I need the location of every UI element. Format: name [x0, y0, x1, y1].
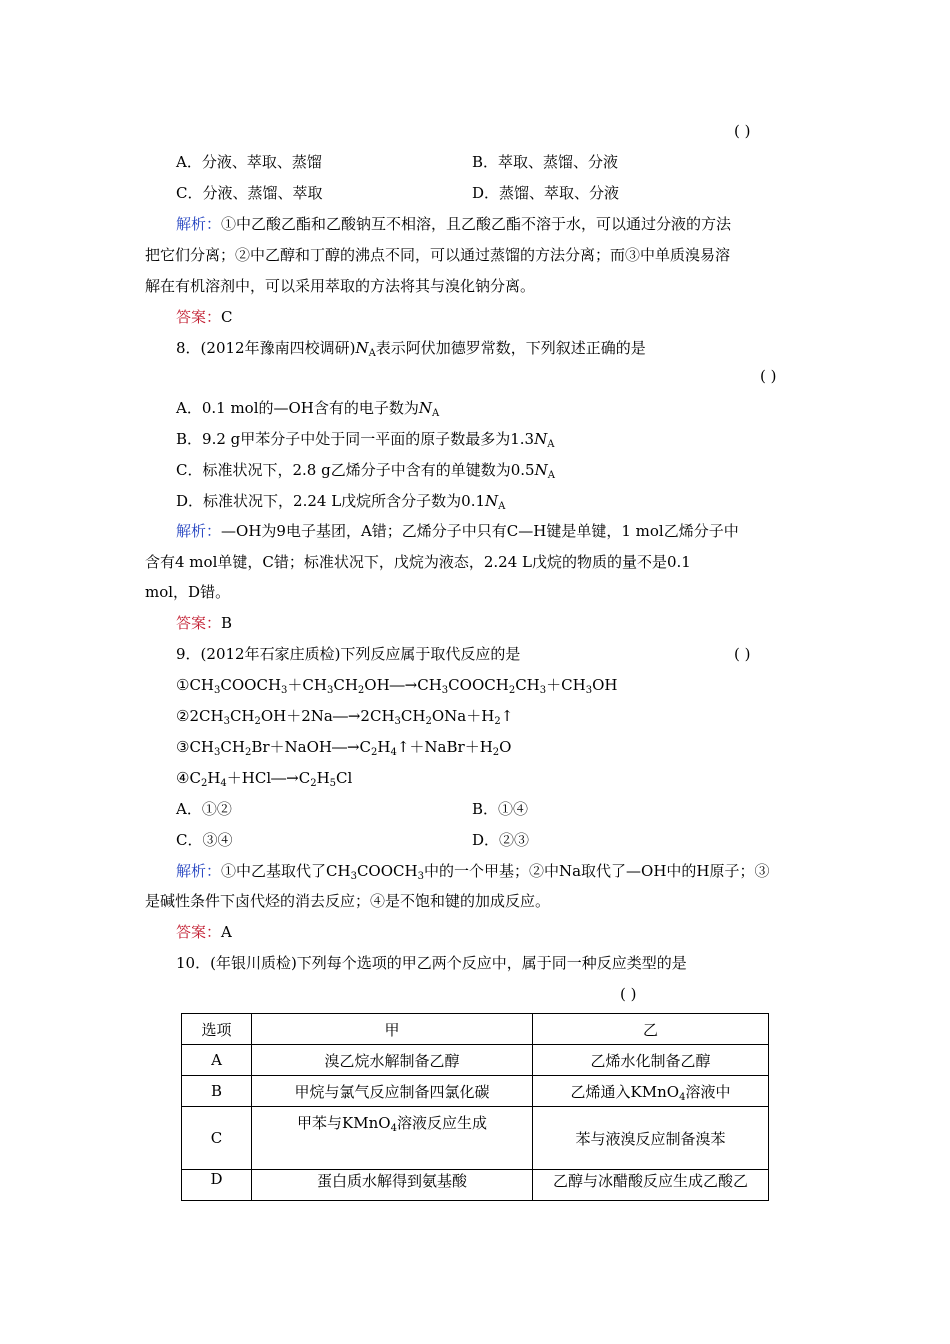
table-header-row — [182, 1014, 769, 1045]
na-subscript: A — [368, 348, 376, 359]
q9-reaction-2: $②2CH_3CH_2OH+2Na―\to 2CH_3CH_2ONa+H_2↑$ — [176, 707, 514, 727]
analysis-text: —OH为9电子基团，A错；乙烯分子中只有C—H键是单键，1 mol乙烯分子中 — [221, 522, 739, 540]
q8-stem-text: 表示阿伏加德罗常数，下列叙述正确的是 — [375, 339, 646, 357]
q8-option-a — [176, 398, 439, 418]
q8-option-c-text: C．标准状况下，2.8 g乙烯分子中含有的单键数为0.5 — [176, 461, 535, 479]
table-cell: 溴乙烷水解制备乙醇 — [252, 1045, 533, 1076]
q9-answer-bracket: ( ) — [734, 645, 751, 663]
q10-options-table — [181, 1013, 769, 1201]
analysis-label: 解析： — [176, 862, 222, 880]
q8-option-a-text: A．0.1 mol的—OH含有的电子数为 — [176, 399, 419, 417]
q8-stem — [176, 338, 646, 358]
q9-answer — [176, 922, 232, 942]
q8-option-b — [176, 429, 554, 449]
na-subscript: A — [432, 408, 440, 419]
table-row — [182, 1170, 769, 1201]
answer-value: A — [221, 923, 232, 941]
table-header-cell: 甲 — [252, 1014, 533, 1045]
q9-reaction-3: $③CH_3CH_2Br+NaOH―\to C_2H_4↑+NaBr+H_2O$ — [176, 738, 512, 758]
q10-stem: 10．(年银川质检)下列每个选项的甲乙两个反应中，属于同一种反应类型的是 — [176, 954, 687, 972]
q7-option-a: A．分液、萃取、蒸馏 — [176, 153, 322, 171]
q7-option-d: D．蒸馏、萃取、分液 — [472, 184, 620, 202]
table-cell: 蛋白质水解得到氨基酸 — [252, 1170, 533, 1201]
table-cell: 乙醇与冰醋酸反应生成乙酸乙 — [533, 1170, 769, 1201]
table-cell: 甲烷与氯气反应制备四氯化碳 — [252, 1076, 533, 1107]
q8-answer — [176, 613, 232, 633]
q8-analysis-line-1 — [176, 521, 739, 541]
answer-value: C — [221, 308, 233, 326]
q8-analysis-line-2: 含有4 mol单键，C错；标准状况下，戊烷为液态，2.24 L戊烷的物质的量不是0.1 — [145, 553, 691, 571]
table-cell: A — [182, 1045, 252, 1076]
q8-option-d-text: D．标准状况下，2.24 L戊烷所含分子数为0.1 — [176, 492, 486, 510]
q7-answer-bracket: ( ) — [734, 122, 751, 140]
analysis-label: 解析： — [176, 215, 222, 233]
answer-label: 答案： — [176, 308, 222, 326]
na-symbol: N — [418, 399, 433, 417]
table-cell: 甲苯与KMnO$_4$溶液反应生成 — [252, 1107, 533, 1170]
answer-value: B — [221, 614, 233, 632]
table-row — [182, 1076, 769, 1107]
q8-analysis-line-3: mol，D错。 — [145, 583, 231, 601]
na-symbol: N — [355, 339, 369, 357]
q7-analysis-line-1 — [176, 214, 731, 234]
na-symbol: N — [485, 492, 499, 510]
q7-option-b: B．萃取、蒸馏、分液 — [472, 153, 619, 171]
q9-option-d: D．②③ — [472, 831, 530, 849]
table-row — [182, 1107, 769, 1170]
q8-stem-source: 8．(2012年豫南四校调研) — [176, 339, 356, 357]
q8-option-c — [176, 460, 555, 480]
table-cell: C — [182, 1107, 252, 1170]
table-cell: B — [182, 1076, 252, 1107]
q7-option-c: C．分液、蒸馏、萃取 — [176, 184, 323, 202]
q8-option-d — [176, 491, 505, 511]
q8-option-b-text: B．9.2 g甲苯分子中处于同一平面的原子数最多为1.3 — [176, 430, 535, 448]
na-subscript: A — [547, 439, 555, 450]
table-cell: 苯与液溴反应制备溴苯 — [533, 1107, 769, 1170]
q9-option-b: B．①④ — [472, 800, 529, 818]
q9-stem: 9．(2012年石家庄质检)下列反应属于取代反应的是 — [176, 645, 521, 663]
q9-reaction-1: $①CH_3COOCH_3+CH_3CH_2OH―\to CH_3COOCH_2CH_3+CH_3OH$ — [176, 676, 618, 696]
q10-answer-bracket: ( ) — [620, 985, 637, 1003]
q9-analysis-line-2: 是碱性条件下卤代烃的消去反应；④是不饱和键的加成反应。 — [145, 892, 551, 910]
q9-analysis-line-1: 解析：①中乙基取代了$CH_3COOCH_3$中的一个甲基；②中Na取代了—OH中的H原子；③ — [176, 862, 770, 882]
table-cell: 乙烯水化制备乙醇 — [533, 1045, 769, 1076]
q7-analysis-line-2: 把它们分离；②中乙醇和丁醇的沸点不同，可以通过蒸馏的方法分离；而③中单质溴易溶 — [145, 246, 731, 264]
table-header-cell: 选项 — [182, 1014, 252, 1045]
na-subscript: A — [498, 501, 506, 512]
q9-option-c: C．③④ — [176, 831, 233, 849]
table-row — [182, 1045, 769, 1076]
q9-option-a: A．①② — [176, 800, 232, 818]
table-cell: 乙烯通入KMnO$_4$溶液中 — [533, 1076, 769, 1107]
analysis-text: ①中乙酸乙酯和乙酸钠互不相溶，且乙酸乙酯不溶于水，可以通过分液的方法 — [221, 215, 732, 233]
q7-answer — [176, 307, 233, 327]
table-header-cell: 乙 — [533, 1014, 769, 1045]
q9-reaction-4: $④C_2H_4+HCl―\to C_2H_5Cl$ — [176, 769, 353, 789]
analysis-label: 解析： — [176, 522, 222, 540]
table-cell: D — [182, 1170, 252, 1201]
na-symbol: N — [534, 461, 548, 479]
answer-label: 答案： — [176, 923, 222, 941]
na-symbol: N — [534, 430, 548, 448]
na-subscript: A — [547, 470, 555, 481]
answer-label: 答案： — [176, 614, 222, 632]
q8-answer-bracket: ( ) — [760, 367, 777, 385]
q7-analysis-line-3: 解在有机溶剂中，可以采用萃取的方法将其与溴化钠分离。 — [145, 277, 536, 295]
